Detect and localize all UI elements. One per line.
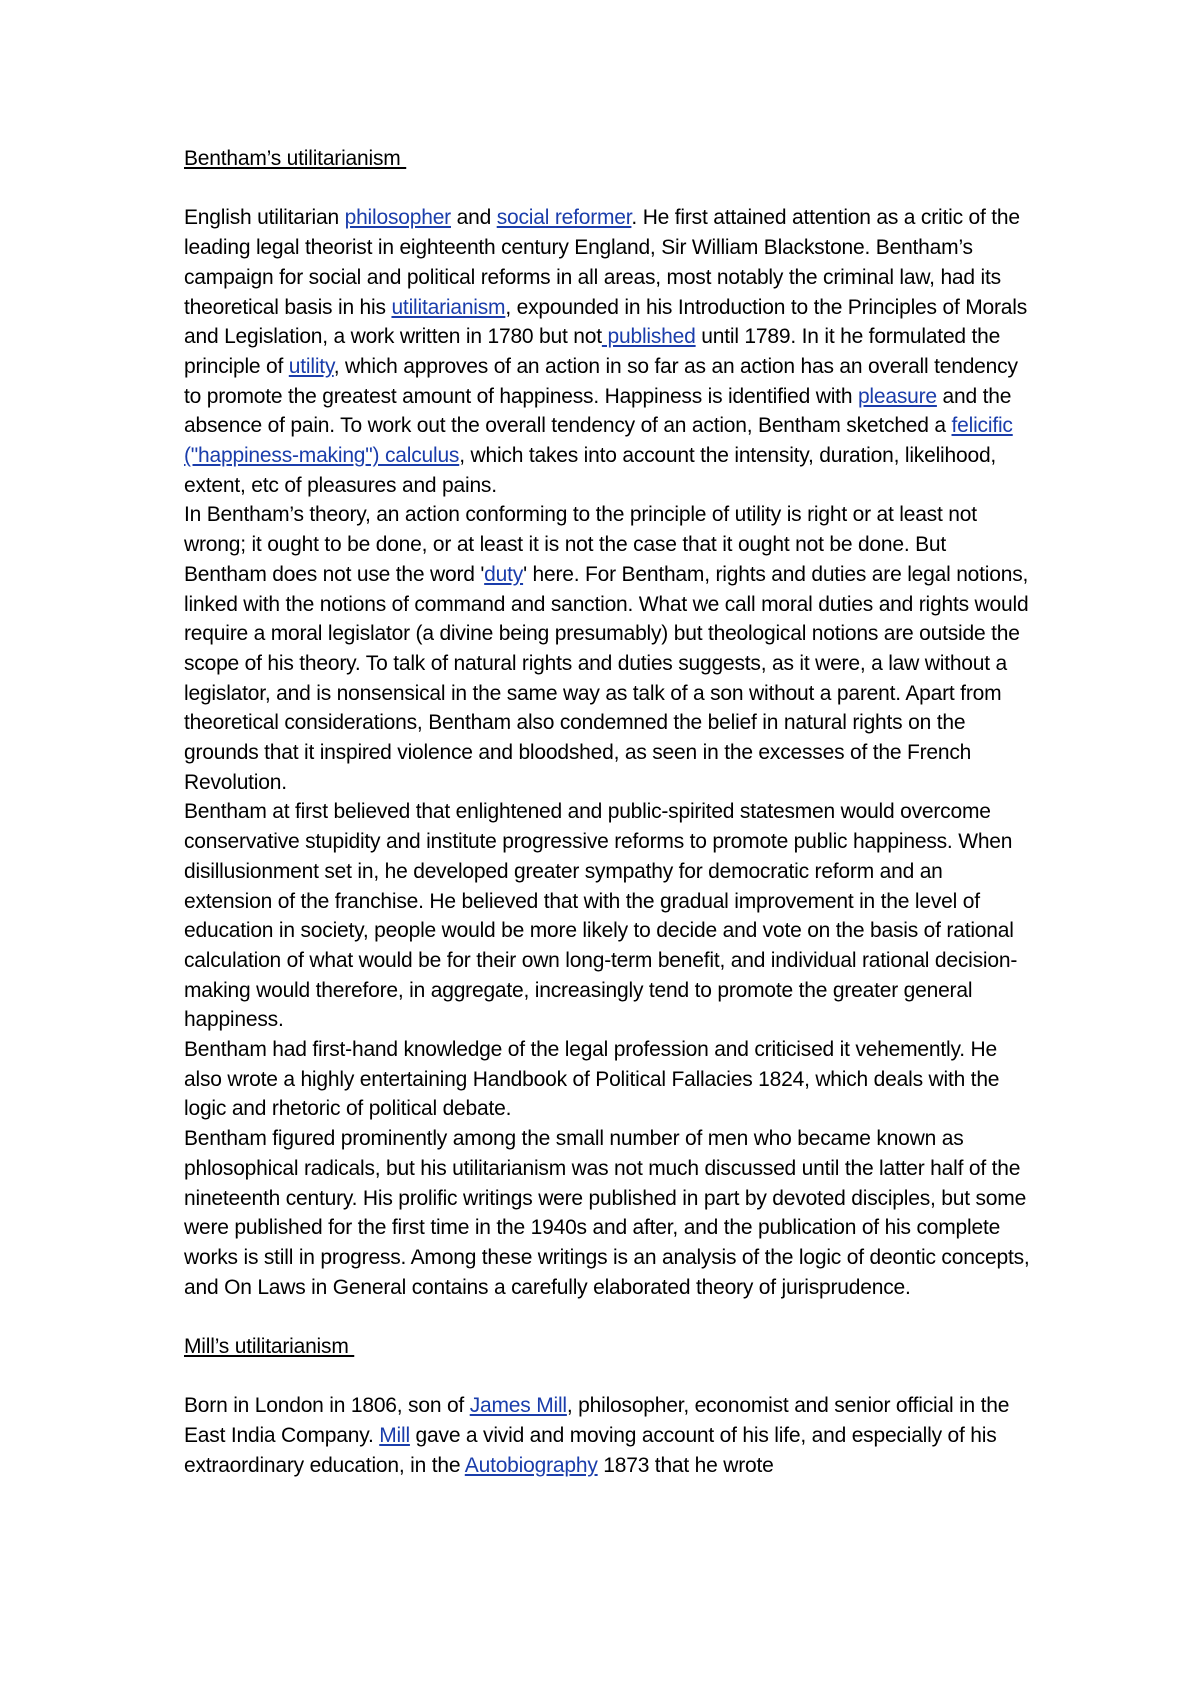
text-run: , which approves of an action in so far as an action has an overall tendency to promote the greatest amount of happiness. Happiness is identified with: [184, 354, 1018, 408]
section-heading-bentham: Bentham’s utilitarianism: [184, 147, 407, 170]
link-philosopher[interactable]: philosopher: [344, 206, 451, 230]
text-run: , expounded in his Introduction to the Principles of Morals and Legislation, a work written in 1780 but not: [184, 295, 1028, 349]
link-utility[interactable]: utility: [288, 354, 334, 378]
text-run: Born in London in 1806, son of: [184, 1394, 470, 1418]
text-run: and the absence of pain. To work out the overall tendency of an action, Bentham sketched a: [184, 384, 1012, 438]
blank-line: [184, 174, 1034, 204]
text-run: , philosopher, economist and senior official in the East India Company.: [184, 1394, 1010, 1448]
document-page: [184, 144, 1034, 1481]
link-duty[interactable]: duty: [484, 562, 524, 586]
text-run: 1873 that he wrote: [597, 1453, 774, 1477]
link-published[interactable]: published: [601, 325, 696, 349]
paragraph-bentham-3: Bentham at first believed that enlightened and public-spirited statesmen would overcome conservative stupidity and institute progressive reforms to promote public happiness. When disillusionment set in, he developed greater sympathy for democratic reform and an extension of the franchise. He believed that with the gradual improvement in the level of education in society, people would be more likely to decide and vote on the basis of rational calculation of what would be for their own long-term benefit, and individual rational decision-making would therefore, in aggregate, increasingly tend to promote the greater general happiness.: [184, 800, 1018, 1032]
text-run: In Bentham’s theory, an action conforming to the principle of utility is right or at least not wrong; it ought to be done, or at least it is not the case that it ought not be done. But Bentham does not use the word ': [184, 503, 977, 586]
link-pleasure[interactable]: pleasure: [857, 384, 937, 408]
link-felicific-calculus[interactable]: felicific ("happiness-making") calculus: [184, 414, 1013, 468]
link-mill[interactable]: Mill: [379, 1424, 410, 1448]
text-run: ' here. For Bentham, rights and duties are legal notions, linked with the notions of command and sanction. What we call moral duties and rights would require a moral legislator (a divine being presumably) but theological notions are outside the scope of his theory. To talk of natural rights and duties suggests, as it were, a law without a legislator, and is nonsensical in the same way as talk of a son without a parent. Apart from theoretical considerations, Bentham also condemned the belief in natural rights on the grounds that it inspired violence and bloodshed, as seen in the excesses of the French Revolution.: [184, 562, 1029, 794]
paragraph-bentham-5: Bentham figured prominently among the small number of men who became known as phlosophical radicals, but his utilitarianism was not much discussed until the latter half of the nineteenth century. His prolific writings were published in part by devoted disciples, but some were published for the first time in the 1940s and after, and the publication of his complete works is still in progress. Among these writings is an analysis of the logic of deontic concepts, and On Laws in General contains a carefully elaborated theory of jurisprudence.: [184, 1127, 1030, 1299]
text-run: . He first attained attention as a critic of the leading legal theorist in eighteenth century England, Sir William Blackstone. Bentham’s campaign for social and political reforms in all areas, most notably the criminal law, had its theoretical basis in his: [184, 206, 1020, 319]
paragraph-mill-1: [184, 1391, 1034, 1480]
paragraph-bentham-4: Bentham had first-hand knowledge of the legal profession and criticised it vehemently. He also wrote a highly entertaining Handbook of Political Fallacies 1824, which deals with the logic and rhetoric of political debate.: [184, 1038, 1000, 1121]
paragraph-bentham-1: [184, 203, 1034, 500]
link-social-reformer[interactable]: social reformer: [496, 206, 632, 230]
text-run: , which takes into account the intensity, duration, likelihood, extent, etc of pleasures and pains.: [184, 444, 997, 497]
link-james-mill[interactable]: James Mill: [469, 1394, 567, 1418]
blank-line: [184, 1362, 1034, 1392]
blank-line: [184, 1302, 1034, 1332]
link-utilitarianism[interactable]: utilitarianism: [391, 295, 506, 319]
text-run: and: [450, 206, 497, 230]
link-autobiography[interactable]: Autobiography: [464, 1453, 598, 1477]
paragraph-bentham-2: [184, 500, 1034, 797]
section-heading-mill: Mill’s utilitarianism: [184, 1335, 355, 1359]
text-run: until 1789. In it he formulated the principle of: [184, 325, 1001, 378]
text-run: gave a vivid and moving account of his life, and especially of his extraordinary education, in the: [184, 1424, 997, 1477]
text-run: English utilitarian: [184, 206, 345, 230]
